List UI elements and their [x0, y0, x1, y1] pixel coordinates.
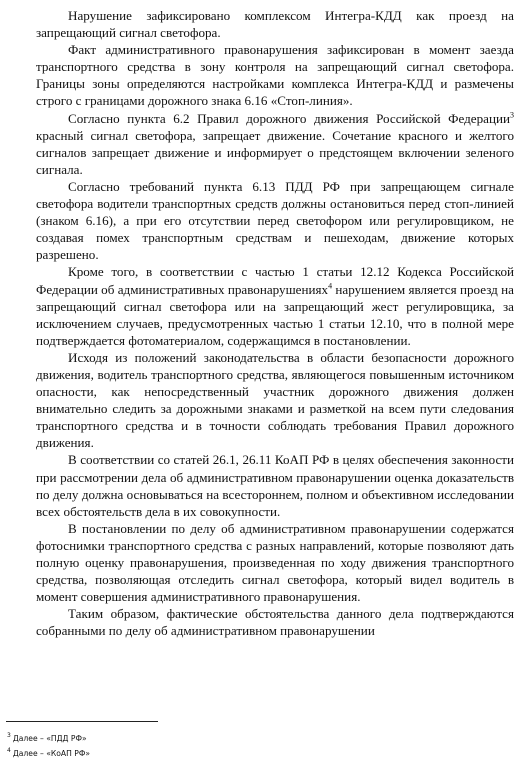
footnote-marker: 4: [7, 747, 11, 755]
document-body: [36, 7, 514, 639]
paragraph: Факт административного правонарушения зафиксирован в момент заезда транспортного средства в зону контроля на запрещающий сигнал светофора. Границы зоны определяются настройками комплекса Интегра-КДД и размечены строго с границами дорожного знака 6.16 «Стоп-линия».: [36, 42, 514, 109]
paragraph: Согласно пункта 6.2 Правил дорожного движения Российской Федерации$^3$ красный сигнал светофора, запрещает движение. Сочетание красного и желтого сигналов запрещает движение и информирует о предстоящем включении зеленого сигнала.: [36, 110, 514, 177]
footnote-ref: 4: [328, 281, 333, 291]
footnote-marker: 3: [7, 732, 11, 740]
footnote-item: [7, 731, 307, 746]
footnote-ref: 3: [510, 110, 514, 120]
paragraph: Таким образом, фактические обстоятельства данного дела подтверждаются собранными по делу об административном правонарушении: [36, 606, 514, 639]
paragraph: Согласно требований пункта 6.13 ПДД РФ при запрещающем сигнале светофора водители транспортных средств должны остановиться перед стоп-линией (знаком 6.16), а при его отсутствии перед светофором или регулировщиком, не создавая помех транспортным средствам и пешеходам, движение которых разрешено.: [36, 178, 514, 263]
footnote-separator: [6, 721, 158, 722]
paragraph: Кроме того, в соответствии с частью 1 статьи 12.12 Кодекса Российской Федерации об административных правонарушениях$^4$ нарушением является проезд на запрещающий сигнал светофора или на запрещающий жест регулировщика, за исключением случаев, предусмотренных частью 1 статьи 12.10, что в полной мере подтверждается фотоматериалом, содержащимся в постановлении.: [36, 264, 514, 348]
footnote-item: [7, 746, 307, 761]
paragraph: В постановлении по делу об административном правонарушении содержатся фотоснимки транспортного средства с разных направлений, которые позволяют дать полную оценку правонарушения, произведенная по ходу движения транспортного средства, позволяющая отследить сигнал светофора, который видел водитель в момент совершения административного правонарушения.: [36, 520, 514, 605]
paragraph: Нарушение зафиксировано комплексом Интегра-КДД как проезд на запрещающий сигнал светофора.: [36, 8, 514, 41]
paragraph: Исходя из положений законодательства в области безопасности дорожного движения, водитель транспортного средства, являющегося повышенным источником опасности, как непосредственный участник дорожного движения должен внимательно следить за дорожными знаками и разметкой на всем пути следования транспортного средства и в точности соблюдать требования Правил дорожного движения.: [36, 349, 514, 451]
footnote-text: Далее – «ПДД РФ»: [12, 734, 87, 743]
paragraph: В соответствии со статей 26.1, 26.11 КоАП РФ в целях обеспечения законности при рассмотрении дела об административном правонарушении оценка доказательств по делу должна основываться на всестороннем, полном и объективном исследовании всех обстоятельств дела в их совокупности.: [36, 452, 514, 519]
footnote-text: Далее – «КоАП РФ»: [12, 749, 91, 758]
footnotes: [7, 731, 307, 761]
